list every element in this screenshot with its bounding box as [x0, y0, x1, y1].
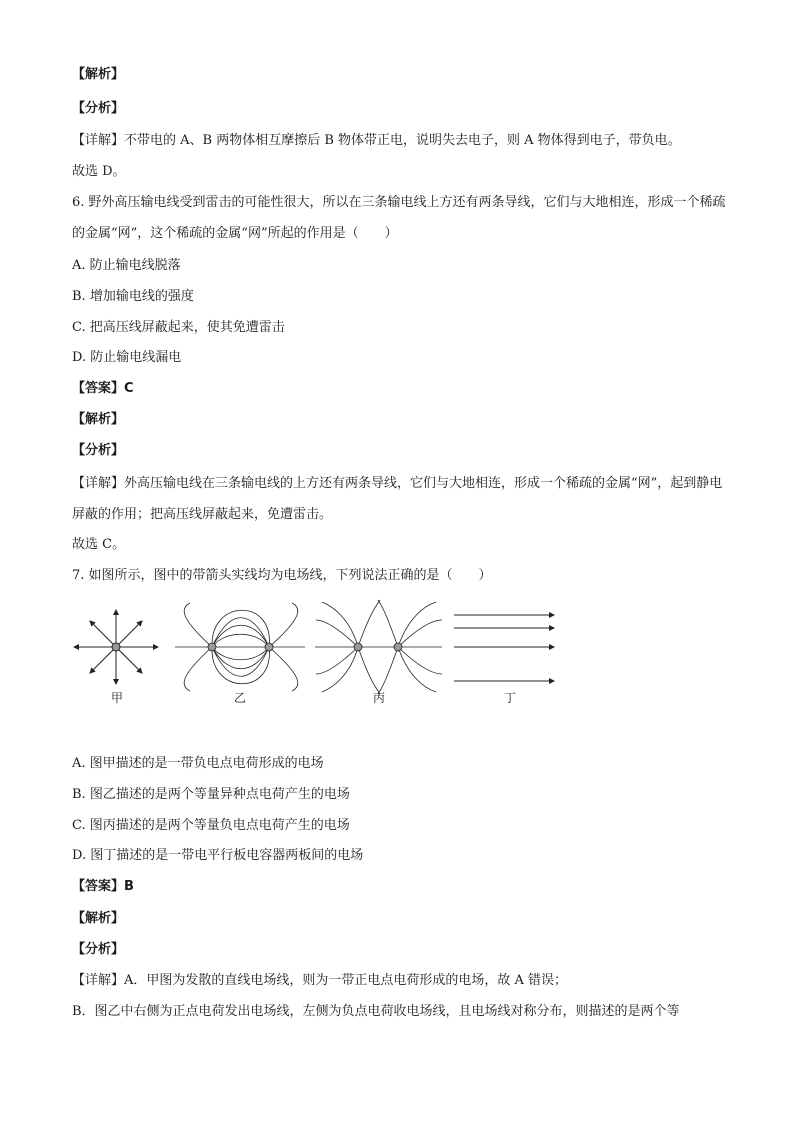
q6-jiexi: 【解析】: [72, 412, 125, 427]
section-jiexi: 【解析】: [72, 67, 125, 82]
q7-option-c: C. 图丙描述的是两个等量负电点电荷产生的电场: [72, 818, 350, 833]
section-fenxi: 【分析】: [72, 101, 125, 116]
diagram-ding: [454, 615, 554, 681]
q6-option-a: A. 防止输电线脱落: [72, 258, 181, 273]
diagram-jia: [74, 610, 158, 684]
q6-answer: 【答案】C: [72, 381, 134, 396]
diagram-bing: [315, 600, 442, 694]
q6-option-c: C. 把高压线屏蔽起来，使其免遭雷击: [72, 320, 285, 335]
q7-option-a: A. 图甲描述的是一带负电点电荷形成的电场: [72, 756, 324, 771]
caption-jia: 甲: [111, 691, 124, 705]
caption-yi: 乙: [234, 691, 247, 705]
q7-fenxi: 【分析】: [72, 942, 125, 957]
conclusion-q5: 故选 D。: [72, 164, 126, 179]
caption-ding: 丁: [504, 691, 517, 705]
q6-option-b: B. 增加输电线的强度: [72, 289, 194, 304]
caption-bing: 丙: [373, 691, 386, 705]
q7-option-b: B. 图乙描述的是两个等量异种点电荷产生的电场: [72, 787, 350, 802]
question-6: 6. 野外高压输电线受到雷击的可能性很大，所以在三条输电线上方还有两条导线，它们与大地相连，形成一个稀疏的金属“网”，这个稀疏的金属“网”所起的作用是（ ）: [72, 195, 726, 241]
q6-fenxi: 【分析】: [72, 443, 125, 458]
diagram-yi: [175, 603, 305, 691]
question-7: 7. 如图所示，图中的带箭头实线均为电场线，下列说法正确的是（ ）: [72, 568, 492, 583]
electric-field-figure: [70, 598, 570, 713]
q6-conclusion: 故选 C。: [72, 537, 126, 552]
q7-jiexi: 【解析】: [72, 911, 125, 926]
q6-detail: 【详解】外高压输电线在三条输电线的上方还有两条导线，它们与大地相连，形成一个稀疏的金属“网”，起到静电屏蔽的作用；把高压线屏蔽起来，免遭雷击。: [72, 476, 723, 522]
q7-detail-b: B．图乙中右侧为正点电荷发出电场线，左侧为负点电荷收电场线，且电场线对称分布，则描述的是两个等: [72, 1004, 680, 1019]
q7-option-d: D. 图丁描述的是一带电平行板电容器两板间的电场: [72, 848, 364, 863]
q7-answer: 【答案】B: [72, 879, 134, 894]
detail-q5: 【详解】不带电的 A、B 两物体相互摩擦后 B 物体带正电，说明失去电子，则 A 物体得到电子，带负电。: [72, 133, 681, 148]
q7-detail-a: 【详解】A．甲图为发散的直线电场线，则为一带正电点电荷形成的电场，故 A 错误；: [72, 973, 568, 988]
q6-option-d: D. 防止输电线漏电: [72, 350, 182, 365]
